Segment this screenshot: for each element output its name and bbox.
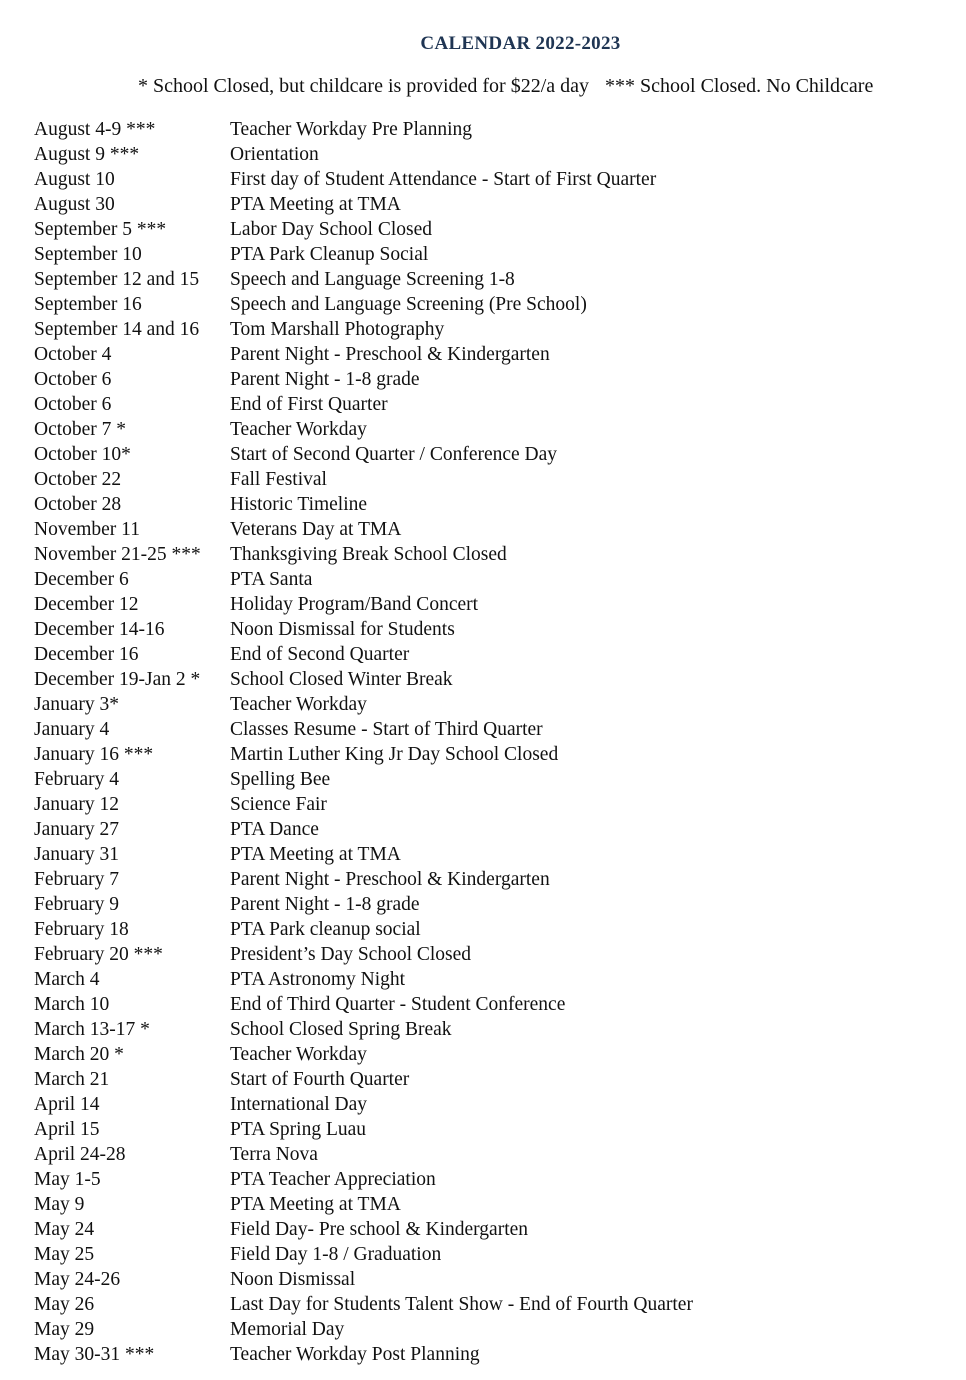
event-description: Teacher Workday [230,1044,367,1065]
list-item [34,317,934,342]
event-description: Historic Timeline [230,494,368,515]
list-item [34,1042,934,1067]
event-date: April 14 [34,1094,100,1115]
list-item [34,842,934,867]
event-description: International Day [230,1094,367,1115]
list-item [34,392,934,417]
event-description: PTA Meeting at TMA [230,194,401,215]
event-description: Noon Dismissal [230,1269,356,1290]
event-description: Speech and Language Screening (Pre School) [230,294,587,315]
list-item [34,1292,934,1317]
event-description: Labor Day School Closed [230,219,433,240]
list-item [34,467,934,492]
list-item [34,1117,934,1142]
event-description: Noon Dismissal for Students [230,619,455,640]
event-date: October 4 [34,344,112,365]
event-date: April 24-28 [34,1144,126,1165]
event-date: March 4 [34,969,100,990]
list-item [34,592,934,617]
event-date: November 11 [34,519,140,540]
list-item [34,942,934,967]
event-date: September 14 and 16 [34,319,200,340]
list-item [34,1167,934,1192]
event-description: Spelling Bee [230,769,331,790]
list-item [34,1067,934,1092]
event-date: February 18 [34,919,129,940]
event-date: May 1-5 [34,1169,101,1190]
event-date: October 6 [34,394,112,415]
list-item [34,867,934,892]
list-item [34,217,934,242]
event-description: Martin Luther King Jr Day School Closed [230,744,559,765]
event-description: School Closed Winter Break [230,669,453,690]
event-description: PTA Spring Luau [230,1119,367,1140]
list-item [34,292,934,317]
event-date: March 20 * [34,1044,124,1065]
event-date: May 24 [34,1219,95,1240]
event-description: Tom Marshall Photography [230,319,445,340]
list-item [34,567,934,592]
event-description: Memorial Day [230,1319,345,1340]
event-date: January 31 [34,844,120,865]
list-item [34,967,934,992]
event-description: Start of Second Quarter / Conference Day [230,444,558,465]
events-list [34,117,934,1367]
legend-childcare-note: * School Closed, but childcare is provided for $22/a day [138,75,590,97]
list-item [34,167,934,192]
event-date: August 9 *** [34,144,140,165]
event-date: May 26 [34,1294,95,1315]
event-description: PTA Park Cleanup Social [230,244,429,265]
event-date: April 15 [34,1119,100,1140]
list-item [34,717,934,742]
event-description: PTA Santa [230,569,313,590]
list-item [34,792,934,817]
list-item [34,267,934,292]
list-item [34,367,934,392]
event-date: January 16 *** [34,744,154,765]
list-item [34,1092,934,1117]
event-description: PTA Meeting at TMA [230,1194,401,1215]
event-description: PTA Dance [230,819,319,840]
list-item [34,342,934,367]
list-item [34,617,934,642]
event-description: Speech and Language Screening 1-8 [230,269,515,290]
list-item [34,642,934,667]
event-description: Field Day 1-8 / Graduation [230,1244,442,1265]
list-item [34,542,934,567]
list-item [34,892,934,917]
event-description: PTA Astronomy Night [230,969,406,990]
event-description: Parent Night - Preschool & Kindergarten [230,344,550,365]
event-description: Science Fair [230,794,327,815]
list-item [34,667,934,692]
event-date: September 16 [34,294,142,315]
list-item [34,517,934,542]
event-date: March 10 [34,994,110,1015]
legend [138,75,873,98]
list-item [34,1142,934,1167]
list-item [34,492,934,517]
event-description: Terra Nova [230,1144,318,1165]
list-item [34,692,934,717]
event-date: October 10* [34,444,131,465]
list-item [34,1217,934,1242]
event-description: Parent Night - Preschool & Kindergarten [230,869,550,890]
event-date: October 7 * [34,419,127,440]
event-description: President’s Day School Closed [230,944,472,965]
event-description: Teacher Workday [230,694,367,715]
list-item [34,817,934,842]
event-date: January 12 [34,794,120,815]
list-item [34,1317,934,1342]
event-date: May 24-26 [34,1269,121,1290]
event-date: February 4 [34,769,120,790]
event-date: September 10 [34,244,142,265]
event-description: Parent Night - 1-8 grade [230,369,420,390]
list-item [34,117,934,142]
list-item [34,442,934,467]
event-description: Teacher Workday [230,419,367,440]
event-description: First day of Student Attendance - Start of First Quarter [230,169,657,190]
event-date: December 6 [34,569,129,590]
list-item [34,767,934,792]
event-description: PTA Park cleanup social [230,919,421,940]
event-date: March 13-17 * [34,1019,150,1040]
event-date: August 10 [34,169,115,190]
list-item [34,192,934,217]
event-date: February 20 *** [34,944,163,965]
event-description: Thanksgiving Break School Closed [230,544,507,565]
event-description: Veterans Day at TMA [230,519,402,540]
event-description: Parent Night - 1-8 grade [230,894,420,915]
event-description: Classes Resume - Start of Third Quarter [230,719,543,740]
event-description: Teacher Workday Post Planning [230,1344,480,1365]
event-date: October 22 [34,469,122,490]
event-date: May 25 [34,1244,95,1265]
list-item [34,1017,934,1042]
event-description: School Closed Spring Break [230,1019,452,1040]
event-date: January 27 [34,819,120,840]
event-date: May 30-31 *** [34,1344,155,1365]
event-date: May 29 [34,1319,95,1340]
event-date: October 6 [34,369,112,390]
list-item [34,1192,934,1217]
list-item [34,242,934,267]
event-date: August 4-9 *** [34,119,156,140]
event-date: December 16 [34,644,139,665]
event-date: October 28 [34,494,122,515]
list-item [34,1342,934,1367]
event-date: December 12 [34,594,139,615]
event-date: January 4 [34,719,110,740]
event-description: Fall Festival [230,469,327,490]
page-title: CALENDAR 2022-2023 [420,33,621,54]
list-item [34,142,934,167]
event-description: PTA Teacher Appreciation [230,1169,436,1190]
event-description: End of Second Quarter [230,644,410,665]
list-item [34,1242,934,1267]
event-date: March 21 [34,1069,110,1090]
event-date: September 12 and 15 [34,269,200,290]
event-date: February 9 [34,894,120,915]
event-description: Start of Fourth Quarter [230,1069,410,1090]
event-description: Last Day for Students Talent Show - End of Fourth Quarter [230,1294,693,1315]
event-date: September 5 *** [34,219,167,240]
event-date: November 21-25 *** [34,544,201,565]
list-item [34,742,934,767]
event-description: PTA Meeting at TMA [230,844,401,865]
event-date: February 7 [34,869,120,890]
event-description: End of Third Quarter - Student Conference [230,994,566,1015]
event-description: Holiday Program/Band Concert [230,594,479,615]
event-description: Field Day- Pre school & Kindergarten [230,1219,529,1240]
event-description: Teacher Workday Pre Planning [230,119,473,140]
event-date: May 9 [34,1194,85,1215]
event-description: Orientation [230,144,319,165]
event-date: August 30 [34,194,115,215]
list-item [34,992,934,1017]
event-description: End of First Quarter [230,394,388,415]
event-date: January 3* [34,694,120,715]
legend-no-childcare-note: *** School Closed. No Childcare [605,75,874,97]
event-date: December 14-16 [34,619,165,640]
list-item [34,417,934,442]
list-item [34,917,934,942]
list-item [34,1267,934,1292]
event-date: December 19-Jan 2 * [34,669,201,690]
